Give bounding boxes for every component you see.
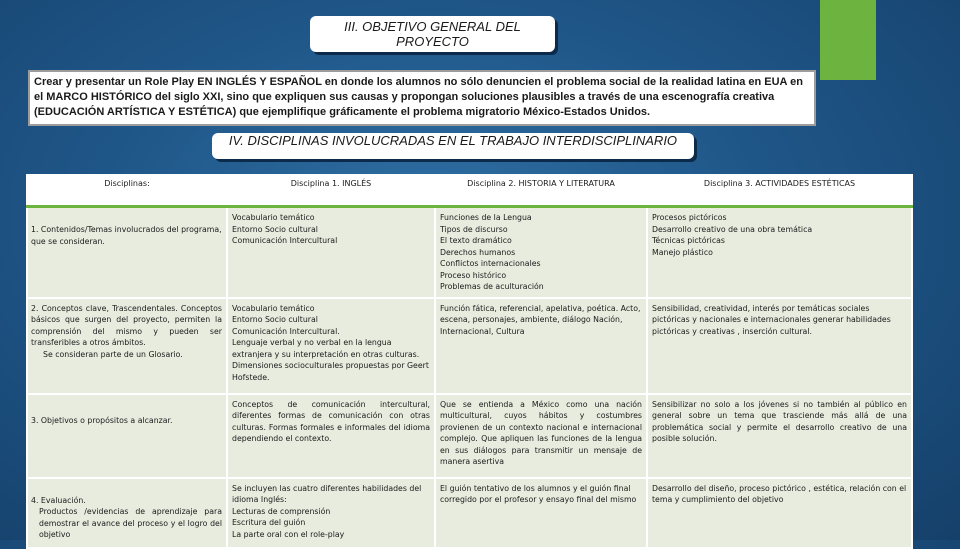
cell-line: Función fática, referencial, apelativa, poética. Acto, escena, personajes, ambiente, diálogo Nación, Internacional, Cultura — [440, 303, 641, 336]
accent-bar — [820, 0, 876, 80]
row-label-text: 1. Contenidos/Temas involucrados del programa, que se consideran. — [31, 225, 222, 246]
cell-line: Que se entienda a México como una nación multicultural, cuyos hábitos y costumbres provienen de un contexto nacional e internacional complejo. Que apliquen las funciones de la lengua en sus diálogos para transmitir un mensaje de manera asertiva — [440, 399, 642, 466]
cell-line: Vocabulario temático — [232, 213, 315, 222]
cell-line: El guión tentativo de los alumnos y el guión final corregido por el profesor y ensayo final del mismo — [440, 483, 637, 504]
cell-line: Se incluyen las cuatro diferentes habilidades del idioma Inglés: — [232, 483, 422, 504]
cell-line: Manejo plástico — [652, 247, 713, 257]
objective-text-box: Crear y presentar un Role Play EN INGLÉS Y ESPAÑOL en donde los alumnos no sólo denuncien el problema social de la realidad latina en EUA en el MARCO HISTÓRICO del siglo XXI, sino que expliquen sus causas y propongan soluciones plausibles a través de una escenografía creativa (EDUCACIÓN ARTÍSTICA Y ESTÉTICA) que ejemplifique gráficamente el problema migratorio México-Estados Unidos. — [28, 70, 816, 126]
row-label-subtext: Productos /evidencias de aprendizaje para demostrar el avance del proceso y el logro del objetivo — [39, 507, 222, 539]
row-label — [27, 298, 227, 394]
table-header-row — [27, 174, 912, 207]
table-cell — [435, 478, 647, 548]
cell-line: La parte oral con el role-play — [232, 529, 345, 539]
header-disciplina-3: Disciplina 3. ACTIVIDADES ESTÉTICAS — [647, 174, 912, 207]
cell-line: Desarrollo creativo de una obra temática — [652, 224, 813, 234]
cell-line: Comunicación Intercultural — [232, 236, 338, 245]
table-cell — [435, 207, 647, 298]
cell-line: Lecturas de comprensión — [232, 506, 331, 516]
row-label-subtext: Se consideran parte de un Glosario. — [43, 349, 183, 359]
cell-line: Conflictos internacionales — [440, 259, 541, 268]
header-disciplinas: Disciplinas: — [27, 174, 227, 207]
cell-line: Comunicación Intercultural. — [232, 326, 340, 336]
table-row — [27, 478, 912, 548]
row-label-text: 3. Objetivos o propósitos a alcanzar. — [31, 415, 173, 425]
cell-line: Escritura del guión — [232, 518, 306, 527]
cell-line: Técnicas pictóricas — [652, 236, 725, 245]
cell-line: El texto dramático — [440, 236, 512, 245]
table-cell — [227, 298, 435, 394]
table-cell — [227, 207, 435, 298]
cell-line: Entorno Socio cultural — [232, 315, 318, 324]
cell-line: Derechos humanos — [440, 247, 516, 257]
table-cell — [227, 394, 435, 478]
row-label — [27, 394, 227, 478]
cell-line: Desarrollo del diseño, proceso pictórico , estética, relación con el tema y cumplimiento del objetivo — [652, 483, 907, 504]
cell-line: Entorno Socio cultural — [232, 224, 318, 234]
cell-line: Sensibilizar no solo a los jóvenes si no también al público en general sobre un tema que trasciende más allá de una problemática social y permite el desarrollo creativo de una posible solución. — [652, 399, 907, 443]
cell-line: Proceso histórico — [440, 270, 507, 280]
cell-line: Dimensiones socioculturales propuestas por Geert Hofstede. — [232, 361, 429, 382]
table-cell — [647, 394, 912, 478]
section-title-objetivo: III. OBJETIVO GENERAL DEL PROYECTO — [310, 16, 555, 52]
cell-line: Sensibilidad, creatividad, interés por temáticas sociales pictóricas y nacionales e internacionales generar habilidades pictóricas y creativas , inserción cultural. — [652, 303, 891, 336]
table-row — [27, 298, 912, 394]
header-disciplina-1: Disciplina 1. INGLÉS — [227, 174, 435, 207]
row-label-text: 2. Conceptos clave, Trascendentales. Conceptos básicos que surgen del proyecto, permiten la comprensión del mismo y pueden ser transferibles a otros ámbitos. — [31, 303, 222, 347]
table-cell — [647, 207, 912, 298]
cell-line: Conceptos de comunicación intercultural, diferentes formas de comunicación con otras culturas. Formas formales e informales del idioma dependiendo el contexto. — [232, 399, 430, 443]
row-label — [27, 478, 227, 548]
table-cell — [435, 298, 647, 394]
header-disciplina-2: Disciplina 2. HISTORIA Y LITERATURA — [435, 174, 647, 207]
cell-line: Vocabulario temático — [232, 303, 315, 313]
table-row — [27, 207, 912, 298]
table-cell — [227, 478, 435, 548]
cell-line: Lenguaje verbal y no verbal en la lengua extranjera y su interpretación en otras culturas. — [232, 338, 420, 359]
cell-line: Funciones de la Lengua — [440, 213, 532, 222]
row-label-text: 4. Evaluación. — [31, 495, 86, 505]
section-title-disciplinas: IV. DISCIPLINAS INVOLUCRADAS EN EL TRABAJO INTERDISCIPLINARIO — [212, 133, 694, 159]
table-cell — [647, 478, 912, 548]
table-row — [27, 394, 912, 478]
row-label — [27, 207, 227, 298]
cell-line: Procesos pictóricos — [652, 213, 727, 222]
disciplines-table — [26, 174, 913, 549]
table-cell — [435, 394, 647, 478]
table-cell — [647, 298, 912, 394]
cell-line: Problemas de aculturación — [440, 282, 544, 291]
cell-line: Tipos de discurso — [440, 224, 508, 234]
